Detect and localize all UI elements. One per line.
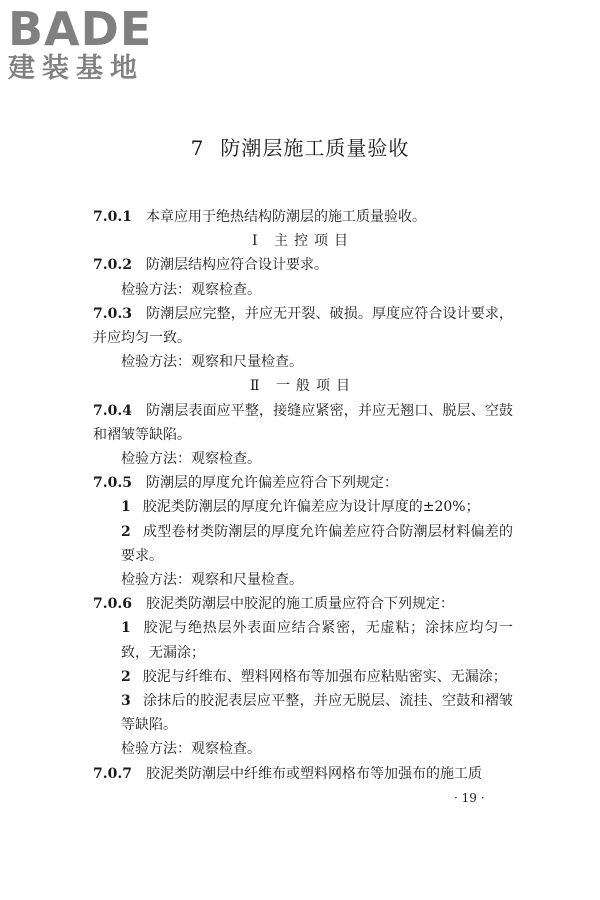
- document-body: [93, 205, 513, 786]
- list-item: [93, 665, 513, 689]
- clause: [93, 762, 513, 786]
- page-number: · 19 ·: [454, 791, 485, 805]
- chapter-title: [0, 134, 600, 162]
- clause-text: 防潮层的厚度允许偏差应符合下列规定：: [145, 475, 398, 492]
- clause-text: 本章应用于绝热结构防潮层的施工质量验收。: [145, 209, 426, 225]
- item-text: 胶泥与绝热层外表面应结合紧密，无虚粘；涂抹应均匀一致，无漏涂；: [121, 620, 513, 661]
- clause-text: 防潮层表面应平整，接缝应紧密，并应无翘口、脱层、空鼓和褶皱等缺陷。: [93, 402, 513, 443]
- clause: [93, 471, 513, 495]
- chapter-title-text: 防潮层施工质量验收: [220, 136, 410, 160]
- inspection-method: 检验方法：观察和尺量检查。: [121, 354, 303, 371]
- section-heading: Ⅱ 一般项目: [250, 378, 356, 395]
- item-number: 1: [121, 620, 131, 637]
- inspection-method: 检验方法：观察检查。: [121, 281, 261, 298]
- clause-number: 7.0.4: [93, 402, 132, 419]
- clause: [93, 253, 513, 277]
- bade-logo: [8, 2, 178, 84]
- list-item: [93, 616, 513, 664]
- logo-wordmark: BADE: [8, 2, 153, 56]
- clause-number: 7.0.3: [93, 305, 132, 322]
- item-text: 胶泥类防潮层的厚度允许偏差应为设计厚度的±20%；: [142, 499, 480, 516]
- clause-text: 胶泥类防潮层中胶泥的施工质量应符合下列规定：: [145, 596, 454, 613]
- clause-number: 7.0.5: [93, 475, 132, 492]
- clause-number: 7.0.6: [93, 596, 132, 613]
- list-item: [93, 495, 513, 519]
- inspection-method: 检验方法：观察检查。: [121, 741, 261, 758]
- clause: [93, 592, 513, 616]
- item-text: 成型卷材类防潮层的厚度允许偏差应符合防潮层材料偏差的要求。: [121, 523, 513, 564]
- clause: [93, 302, 513, 350]
- item-number: 3: [121, 693, 131, 710]
- inspection-method: 检验方法：观察检查。: [121, 451, 261, 468]
- clause-number: 7.0.2: [93, 257, 132, 274]
- clause-number: 7.0.1: [93, 209, 132, 225]
- clause: [93, 399, 513, 447]
- clause: [93, 205, 513, 229]
- item-text: 涂抹后的胶泥表层应平整，并应无脱层、流挂、空鼓和褶皱等缺陷。: [121, 693, 513, 734]
- item-text: 胶泥与纤维布、塑料网格布等加强布应粘贴密实、无漏涂；: [142, 668, 507, 685]
- clause-text: 防潮层应完整，并应无开裂、破损。厚度应符合设计要求，并应均匀一致。: [93, 305, 513, 347]
- section-heading: Ⅰ 主控项目: [252, 233, 354, 250]
- list-item: [93, 689, 513, 737]
- list-item: [93, 520, 513, 568]
- item-number: 2: [121, 523, 131, 540]
- logo-subtitle: 建装基地: [8, 53, 144, 84]
- item-number: 1: [121, 499, 131, 516]
- chapter-number: 7: [190, 136, 205, 160]
- item-number: 2: [121, 668, 131, 685]
- clause-text: 胶泥类防潮层中纤维布或塑料网格布等加强布的施工质: [145, 765, 482, 782]
- clause-number: 7.0.7: [93, 765, 132, 782]
- inspection-method: 检验方法：观察和尺量检查。: [121, 572, 303, 589]
- clause-text: 防潮层结构应符合设计要求。: [145, 257, 328, 274]
